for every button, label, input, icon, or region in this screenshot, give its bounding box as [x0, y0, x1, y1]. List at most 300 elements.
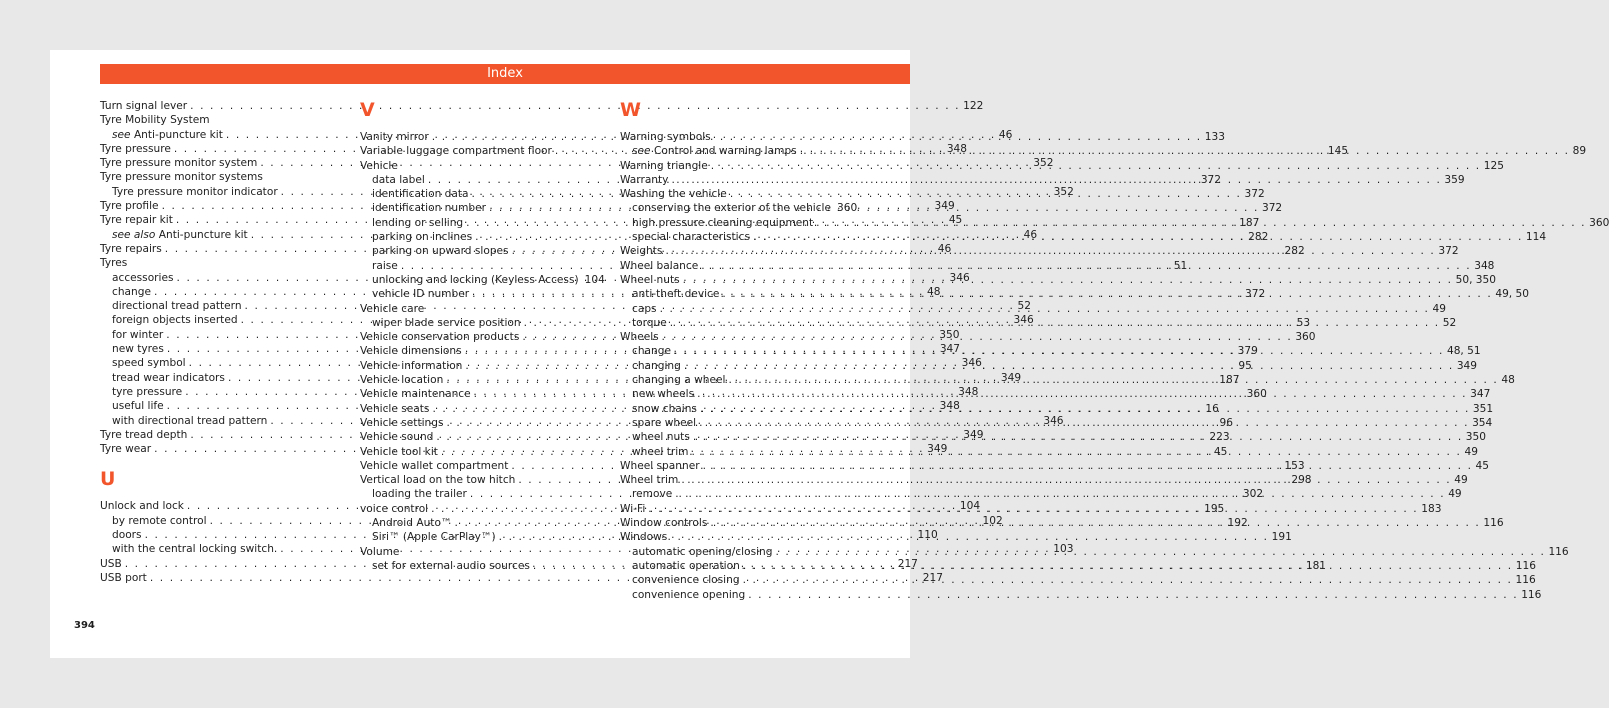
- index-page-ref: 45: [948, 214, 963, 227]
- index-term-text: caps: [632, 302, 657, 315]
- dot-leader: [816, 216, 1586, 230]
- index-page-ref: 349: [963, 428, 984, 441]
- see-reference: see also: [112, 228, 156, 241]
- index-term: [372, 230, 472, 244]
- index-term: [360, 445, 438, 459]
- index-term: [620, 173, 668, 187]
- index-term-text: tyre pressure: [112, 385, 183, 398]
- index-entry: [620, 130, 855, 144]
- index-term-text: Tyre tread depth: [100, 428, 188, 441]
- index-term-text: Variable luggage compartment floor: [360, 145, 552, 158]
- index-term: [620, 459, 700, 473]
- index-term-text: Warning symbols: [620, 131, 711, 143]
- index-term: [632, 302, 657, 316]
- index-page-ref: 183: [1421, 502, 1442, 515]
- index-term: [112, 299, 242, 313]
- dot-leader: [701, 259, 1471, 273]
- index-page-ref: 95: [1238, 359, 1252, 372]
- index-term-text: data label: [372, 173, 425, 186]
- index-page-ref: 346: [961, 357, 982, 370]
- index-term-text: Tyre wear: [100, 443, 152, 456]
- dot-leader: [671, 173, 1441, 187]
- dot-leader: [700, 402, 1470, 416]
- index-term-text: automatic operation: [632, 559, 740, 572]
- index-term: [372, 530, 496, 544]
- dot-leader: [703, 459, 1473, 473]
- index-term: [372, 487, 467, 501]
- index-page-ref: 116: [1521, 588, 1542, 601]
- index-term: [620, 516, 707, 530]
- group-spacer: [100, 456, 335, 468]
- index-term: [620, 530, 667, 544]
- index-term-text: Vehicle care: [360, 302, 425, 315]
- index-term: [360, 302, 424, 316]
- index-term-text: Warranty: [620, 173, 669, 186]
- index-term: [360, 344, 462, 358]
- index-page-ref: 116: [1515, 574, 1536, 587]
- index-term: [112, 528, 142, 542]
- index-page-ref: 360: [837, 202, 858, 215]
- index-term: [100, 428, 187, 442]
- index-term: [100, 99, 187, 113]
- index-term: [100, 442, 151, 456]
- index-term: [100, 242, 162, 256]
- index-page-ref: 348: [958, 385, 979, 398]
- index-term: [112, 185, 278, 199]
- index-term-text: Tyre pressure: [100, 142, 171, 155]
- index-term-text: convenience closing: [632, 574, 740, 587]
- index-page-ref: 372: [1244, 188, 1265, 201]
- index-term: [372, 273, 579, 287]
- index-entry: [360, 545, 595, 559]
- index-term: [372, 216, 463, 230]
- index-term: [360, 502, 428, 516]
- index-term: [620, 273, 680, 287]
- index-term: [372, 316, 521, 330]
- index-term-text: wheel trim: [632, 445, 689, 458]
- index-term-text: tread wear indicators: [112, 371, 225, 384]
- index-term-text: Wheel trim: [620, 474, 679, 487]
- index-term: [360, 359, 462, 373]
- index-term: [360, 545, 399, 559]
- dot-leader: [775, 545, 1545, 559]
- index-page-ref: 187: [1219, 374, 1240, 387]
- index-page-ref: 49: [1464, 445, 1478, 458]
- index-entry: [620, 330, 855, 344]
- index-term-text: conserving the exterior of the vehicle: [632, 202, 832, 215]
- index-term-text: new tyres: [112, 343, 164, 356]
- index-page-ref: 217: [922, 571, 944, 584]
- index-page-ref: 192: [1227, 517, 1248, 530]
- index-term-text: anti-theft device: [632, 288, 720, 301]
- index-term-text: accessories: [112, 271, 174, 284]
- index-term: [112, 385, 182, 399]
- index-page-ref: 53: [1296, 316, 1311, 329]
- index-term-text: Vertical load on the tow hitch: [360, 474, 516, 487]
- dot-leader: [748, 588, 1518, 602]
- index-term: [360, 459, 508, 473]
- index-term-text: Tyre Mobility System: [100, 114, 210, 127]
- index-entry: [620, 187, 855, 201]
- index-page-ref: 360: [1246, 388, 1267, 401]
- index-entry: [620, 201, 858, 215]
- index-term: [632, 430, 690, 444]
- section-title: Index: [487, 66, 523, 81]
- index-term: [632, 545, 772, 559]
- index-term: [100, 170, 263, 184]
- index-page-ref: 372: [1200, 173, 1222, 186]
- index-term: [360, 402, 429, 416]
- index-page-ref: 223: [1209, 431, 1230, 444]
- index-page-ref: 372: [1438, 245, 1459, 258]
- index-term-text: set for external audio sources: [372, 559, 530, 572]
- index-term: [632, 201, 831, 215]
- index-term: [100, 571, 147, 585]
- index-term: [112, 542, 277, 556]
- index-term-text: Tyres: [100, 257, 128, 270]
- index-page-ref: 349: [927, 443, 948, 456]
- index-term-text: for winter: [112, 328, 164, 341]
- index-term-text: Washing the vehicle: [620, 188, 727, 201]
- index-term: [632, 359, 681, 373]
- index-term: [360, 330, 519, 344]
- index-term: [632, 344, 671, 358]
- index-term: [100, 156, 257, 170]
- index-term: [632, 230, 750, 244]
- index-page-ref: 52: [1017, 300, 1031, 313]
- dot-leader: [684, 359, 1454, 373]
- dot-leader: [722, 287, 1492, 301]
- index-term-text: lending or selling: [372, 216, 464, 229]
- index-term: [112, 128, 223, 142]
- index-page-ref: 16: [1205, 402, 1219, 415]
- index-term-text: remove: [632, 488, 673, 501]
- section-header: [100, 64, 910, 84]
- index-page-ref: 52: [1442, 316, 1457, 329]
- index-term-text: special characteristics: [632, 231, 750, 244]
- index-term-text: changing: [632, 359, 681, 372]
- index-page-ref: 372: [1261, 202, 1283, 215]
- dot-leader: [728, 373, 1498, 387]
- index-term-text: automatic opening/closing: [632, 545, 773, 558]
- index-page-ref: 102: [982, 514, 1003, 527]
- index-term: [620, 244, 662, 258]
- dot-leader: [800, 144, 1570, 158]
- index-term-text: Vehicle conservation products: [360, 331, 520, 344]
- index-term: [112, 228, 248, 242]
- index-term: [632, 445, 689, 459]
- index-term-text: Unlock and lock: [100, 500, 184, 513]
- index-term: [360, 373, 443, 387]
- index-page-ref: 46: [998, 128, 1013, 141]
- index-term: [372, 173, 425, 187]
- index-term-text: high pressure cleaning equipment: [632, 216, 814, 229]
- index-page-ref: 49: [1432, 302, 1446, 315]
- index-term-text: Tyre repair kit: [100, 214, 173, 227]
- index-term-text: Android Auto™: [372, 517, 452, 530]
- index-page-ref: 89: [1572, 145, 1587, 158]
- index-term-text: Turn signal lever: [100, 100, 188, 112]
- index-page-ref: 191: [1271, 531, 1292, 544]
- index-page-ref: 346: [1013, 314, 1034, 327]
- dot-leader: [743, 573, 1513, 587]
- index-page-ref: 116: [1515, 559, 1536, 572]
- index-page-ref: 349: [934, 200, 955, 213]
- index-term-text: Tyre profile: [100, 200, 159, 213]
- index-page-ref: 348: [946, 142, 968, 155]
- index-term-text: unlocking and locking (Keyless Access): [372, 273, 579, 286]
- index-term: [100, 256, 127, 270]
- index-term-text: Wheel spanner: [620, 459, 700, 472]
- index-entry: [360, 302, 595, 316]
- index-term: [112, 285, 151, 299]
- index-term: [372, 201, 486, 215]
- index-entry: [360, 273, 605, 287]
- index-page-ref: 352: [1053, 185, 1074, 198]
- index-term: [372, 187, 469, 201]
- index-term-text: vehicle ID number: [372, 288, 470, 301]
- index-page-ref: 282: [1248, 231, 1269, 244]
- dot-leader: [499, 530, 1269, 544]
- index-term-text: Vehicle wallet compartment: [360, 459, 509, 472]
- index-term-text: raise: [372, 259, 398, 272]
- index-term: [632, 416, 696, 430]
- index-page-ref: 46: [1023, 228, 1038, 241]
- index-term-text: Control and warning lamps: [653, 145, 797, 158]
- index-term: [632, 316, 667, 330]
- dot-leader: [675, 487, 1445, 501]
- index-term: [372, 287, 469, 301]
- index-page-ref: 379: [1237, 345, 1258, 358]
- index-term-text: Vehicle sound: [360, 431, 434, 444]
- index-page-ref: 187: [1239, 216, 1260, 229]
- dot-leader: [693, 430, 1463, 444]
- index-term-text: new wheels: [632, 388, 695, 401]
- index-entry: [620, 588, 1542, 602]
- index-term-text: voice control: [360, 502, 429, 515]
- index-term-text: directional tread pattern: [112, 300, 242, 313]
- index-term: [360, 144, 552, 158]
- index-page-ref: 46: [937, 242, 952, 255]
- index-page-ref: 145: [1327, 145, 1349, 158]
- index-term-text: Weights: [620, 245, 663, 258]
- index-term: [620, 330, 659, 344]
- index-term: [100, 199, 159, 213]
- index-term-text: Vehicle tool kit: [360, 445, 438, 458]
- index-term-text: identification data: [372, 188, 469, 201]
- index-term: [372, 516, 452, 530]
- index-term: [632, 144, 797, 158]
- index-term: [360, 430, 433, 444]
- index-page-ref: 351: [1472, 402, 1494, 415]
- index-page-ref: 104: [959, 500, 981, 513]
- index-term-text: Wheel balance: [620, 259, 699, 272]
- index-term-text: speed symbol: [112, 357, 186, 370]
- index-term-text: wheel nuts: [632, 431, 690, 444]
- index-term: [620, 159, 708, 173]
- index-term-text: Wheels: [620, 331, 659, 344]
- index-entry: [100, 256, 335, 270]
- index-page-ref: 347: [939, 343, 961, 356]
- index-page-ref: 346: [949, 271, 970, 284]
- index-term: [620, 130, 711, 144]
- index-term: [632, 216, 813, 230]
- dot-leader: [697, 387, 1467, 401]
- index-term: [112, 514, 207, 528]
- see-reference: see: [632, 145, 651, 158]
- index-page-ref: 110: [917, 529, 938, 542]
- index-term-text: by remote control: [112, 514, 207, 527]
- index-term-text: parking on inclines: [372, 231, 473, 244]
- index-term-text: identification number: [372, 202, 486, 215]
- index-page-ref: 96: [1219, 416, 1233, 429]
- index-page-ref: 217: [897, 557, 918, 570]
- index-page-ref: 49: [1454, 474, 1468, 487]
- index-page-ref: 348: [1474, 259, 1495, 272]
- index-term: [632, 387, 694, 401]
- index-term: [372, 559, 530, 573]
- index-term: [632, 559, 740, 573]
- dot-leader: [670, 316, 1440, 330]
- index-page-ref: 350: [1465, 431, 1487, 444]
- index-page-ref: 116: [1483, 517, 1504, 530]
- index-term-text: Siri™ (Apple CarPlay™): [372, 531, 496, 544]
- index-term: [360, 473, 515, 487]
- index-term-text: USB: [100, 557, 122, 570]
- index-term-text: parking on upward slopes: [372, 245, 509, 258]
- index-term-text: change: [112, 285, 151, 298]
- index-page-ref: 114: [1525, 231, 1547, 244]
- index-page-ref: 372: [1245, 288, 1266, 301]
- index-term-text: Tyre pressure monitor system: [100, 157, 258, 170]
- index-term-text: Vehicle maintenance: [360, 388, 471, 401]
- index-term: [112, 356, 186, 370]
- index-term-text: snow chains: [632, 402, 697, 415]
- index-page-ref: 282: [1284, 245, 1305, 258]
- index-page-ref: 302: [1242, 488, 1264, 501]
- index-page-ref: 133: [1204, 131, 1225, 143]
- see-reference: see: [112, 128, 131, 141]
- dot-leader: [683, 273, 1453, 287]
- index-page-ref: 49, 50: [1495, 288, 1530, 301]
- index-term: [620, 473, 678, 487]
- index-term: [100, 142, 171, 156]
- index-term: [632, 588, 745, 602]
- index-entry: [360, 159, 595, 173]
- dot-leader: [489, 201, 1259, 215]
- index-page-ref: 195: [1204, 502, 1225, 515]
- index-page: [50, 50, 1609, 658]
- index-page-ref: 50, 350: [1455, 273, 1497, 286]
- page-number: 394: [74, 620, 95, 631]
- index-page-ref: 348: [939, 400, 960, 413]
- index-page-ref: 116: [1548, 545, 1569, 558]
- index-term-text: doors: [112, 529, 142, 542]
- index-term: [620, 502, 645, 516]
- index-page-ref: 125: [1483, 159, 1504, 172]
- index-page-ref: 48: [926, 285, 941, 298]
- index-term: [632, 373, 725, 387]
- index-page-ref: 347: [1470, 388, 1491, 401]
- dot-leader: [710, 516, 1480, 530]
- index-term-text: Vehicle seats: [360, 402, 430, 415]
- index-page-ref: 122: [963, 100, 984, 112]
- index-page-ref: 346: [1043, 414, 1064, 427]
- index-term: [100, 499, 184, 513]
- index-entry: [100, 113, 335, 127]
- index-page-ref: 48: [1501, 374, 1515, 387]
- dot-leader: [699, 416, 1469, 430]
- index-page-ref: 45: [1475, 459, 1490, 472]
- index-term-text: torque: [632, 316, 667, 329]
- index-term-text: with the central locking switch.: [112, 543, 278, 556]
- index-term-text: convenience opening: [632, 588, 746, 601]
- index-term-text: Wheel nuts: [620, 273, 680, 286]
- index-page-ref: 360: [1589, 216, 1609, 229]
- index-term: [112, 342, 164, 356]
- index-term: [360, 130, 429, 144]
- index-term-text: Vehicle settings: [360, 416, 444, 429]
- index-term-text: wiper blade service position: [372, 316, 521, 329]
- index-term-text: Vehicle information: [360, 359, 463, 372]
- index-term: [100, 213, 173, 227]
- index-page-ref: 349: [1000, 371, 1022, 384]
- index-page-ref: 103: [1053, 543, 1074, 556]
- index-term-text: Volume: [360, 545, 400, 558]
- dot-leader: [753, 230, 1523, 244]
- dot-leader: [692, 445, 1462, 459]
- index-term-text: Tyre pressure monitor indicator: [112, 185, 278, 198]
- index-term: [100, 557, 122, 571]
- index-term-text: Vehicle: [360, 159, 398, 172]
- index-page-ref: 354: [1472, 416, 1493, 429]
- dot-leader: [674, 344, 1444, 358]
- index-entry: [620, 530, 855, 544]
- index-term: [360, 387, 471, 401]
- index-page-ref: 350: [939, 328, 960, 341]
- index-page-ref: 360: [1295, 331, 1316, 344]
- dot-leader: [711, 159, 1481, 173]
- index-term-text: USB port: [100, 571, 147, 584]
- index-term-text: Window controls: [620, 517, 708, 530]
- dot-leader: [665, 244, 1435, 258]
- index-term: [112, 371, 225, 385]
- index-page-ref: 45: [1213, 445, 1228, 458]
- index-term: [360, 416, 444, 430]
- dot-leader: [743, 559, 1513, 573]
- index-page-ref: 359: [1444, 173, 1465, 186]
- index-page-ref: 298: [1291, 474, 1312, 487]
- dot-leader: [648, 502, 1418, 516]
- index-page-ref: 49: [1448, 488, 1462, 501]
- index-term-text: Warning triangle: [620, 159, 708, 172]
- index-page-ref: 104: [584, 273, 605, 286]
- index-page-ref: 51: [1173, 259, 1188, 272]
- index-term-text: useful life: [112, 400, 164, 413]
- index-term: [632, 402, 697, 416]
- dot-leader: [660, 302, 1430, 316]
- index-term: [620, 187, 727, 201]
- index-page-ref: 352: [1033, 157, 1054, 170]
- index-term-text: change: [632, 345, 671, 358]
- index-term: [360, 159, 398, 173]
- index-term-text: Vanity mirror: [360, 131, 429, 143]
- index-letter-heading: V: [360, 99, 375, 121]
- index-term-text: foreign objects inserted: [112, 314, 238, 327]
- index-letter-heading: W: [620, 99, 641, 121]
- index-term-text: Anti-puncture kit: [158, 228, 248, 241]
- index-term: [632, 487, 672, 501]
